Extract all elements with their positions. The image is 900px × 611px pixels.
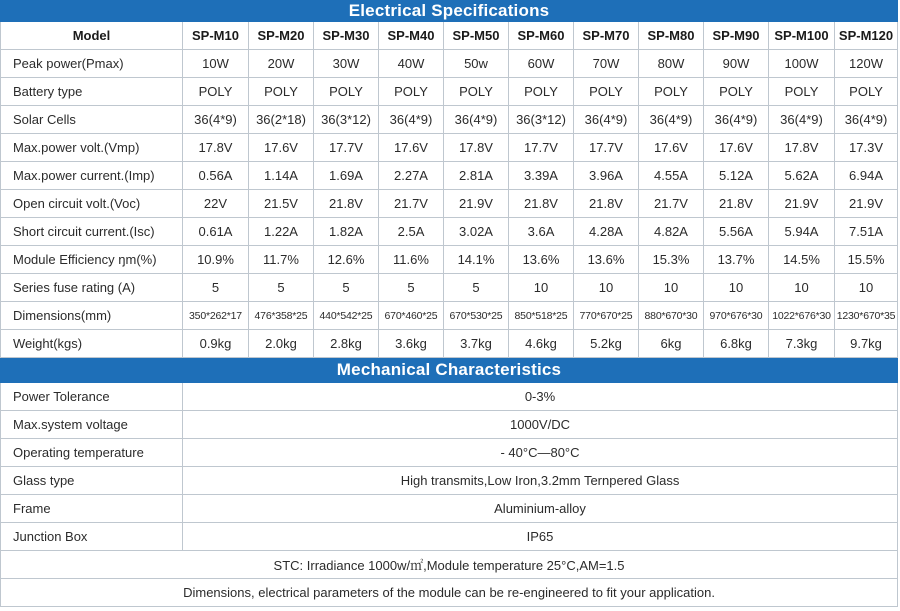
mechanical-row-label: Operating temperature [1,439,183,467]
electrical-cell: POLY [314,78,379,106]
electrical-cell: POLY [444,78,509,106]
electrical-cell: 13.6% [509,246,574,274]
electrical-cell: 2.81A [444,162,509,190]
electrical-row [1,50,898,78]
electrical-cell: 5 [444,274,509,302]
electrical-cell: 350*262*17 [183,302,249,330]
electrical-row [1,106,898,134]
electrical-cell: 6kg [639,330,704,358]
electrical-cell: 770*670*25 [574,302,639,330]
electrical-row [1,274,898,302]
electrical-cell: 10 [704,274,769,302]
electrical-cell: 17.8V [444,134,509,162]
electrical-cell: 36(3*12) [509,106,574,134]
electrical-cell: 21.5V [249,190,314,218]
mechanical-row [1,495,898,523]
electrical-cell: 50w [444,50,509,78]
electrical-cell: 850*518*25 [509,302,574,330]
electrical-cell: 14.1% [444,246,509,274]
electrical-cell: 22V [183,190,249,218]
electrical-cell: 36(4*9) [444,106,509,134]
electrical-cell: 880*670*30 [639,302,704,330]
model-header-cell: SP-M70 [574,22,639,50]
electrical-cell: 100W [769,50,835,78]
electrical-row-label: Peak power(Pmax) [1,50,183,78]
electrical-cell: 2.8kg [314,330,379,358]
electrical-cell: 17.8V [769,134,835,162]
electrical-cell: 60W [509,50,574,78]
electrical-cell: 21.7V [639,190,704,218]
model-header-cell: SP-M100 [769,22,835,50]
electrical-cell: 5 [183,274,249,302]
electrical-cell: 670*530*25 [444,302,509,330]
electrical-cell: 7.51A [835,218,898,246]
electrical-row-label: Battery type [1,78,183,106]
electrical-cell: 0.61A [183,218,249,246]
mechanical-characteristics-title: Mechanical Characteristics [1,358,898,383]
electrical-cell: POLY [574,78,639,106]
electrical-cell: 3.96A [574,162,639,190]
electrical-cell: 36(4*9) [835,106,898,134]
electrical-cell: 17.7V [509,134,574,162]
electrical-row-label: Dimensions(mm) [1,302,183,330]
electrical-cell: 40W [379,50,444,78]
electrical-cell: POLY [835,78,898,106]
electrical-cell: 476*358*25 [249,302,314,330]
mechanical-row-value: 0-3% [183,383,898,411]
electrical-cell: 10 [769,274,835,302]
electrical-cell: 1.82A [314,218,379,246]
electrical-cell: 21.7V [379,190,444,218]
dimensions-note: Dimensions, electrical parameters of the module can be re-engineered to fit your application. [1,579,898,607]
electrical-cell: 0.56A [183,162,249,190]
model-header-cell: SP-M40 [379,22,444,50]
model-header-cell: SP-M30 [314,22,379,50]
electrical-cell: 7.3kg [769,330,835,358]
electrical-cell: 17.6V [704,134,769,162]
electrical-cell: 36(4*9) [704,106,769,134]
electrical-row [1,246,898,274]
electrical-cell: POLY [379,78,444,106]
model-header-row [1,22,898,50]
electrical-cell: 21.8V [509,190,574,218]
electrical-row-label: Series fuse rating (A) [1,274,183,302]
electrical-cell: 5.94A [769,218,835,246]
electrical-cell: 15.5% [835,246,898,274]
electrical-cell: 70W [574,50,639,78]
electrical-cell: 6.94A [835,162,898,190]
electrical-row [1,218,898,246]
electrical-cell: 80W [639,50,704,78]
electrical-cell: 5 [314,274,379,302]
electrical-cell: 1.69A [314,162,379,190]
electrical-cell: 13.7% [704,246,769,274]
electrical-cell: 10 [835,274,898,302]
mechanical-row-label: Max.system voltage [1,411,183,439]
electrical-cell: 36(4*9) [769,106,835,134]
electrical-cell: 17.8V [183,134,249,162]
model-header-cell: SP-M50 [444,22,509,50]
electrical-cell: 10 [509,274,574,302]
model-header-cell: SP-M80 [639,22,704,50]
electrical-row [1,78,898,106]
electrical-specifications-title: Electrical Specifications [1,1,898,22]
electrical-cell: POLY [183,78,249,106]
electrical-cell: 5.12A [704,162,769,190]
electrical-cell: 440*542*25 [314,302,379,330]
mechanical-row-label: Glass type [1,467,183,495]
mechanical-row-value: 1000V/DC [183,411,898,439]
electrical-cell: 10 [639,274,704,302]
electrical-cell: 17.7V [314,134,379,162]
mechanical-row-label: Junction Box [1,523,183,551]
electrical-cell: 11.6% [379,246,444,274]
electrical-cell: 21.8V [574,190,639,218]
electrical-cell: 120W [835,50,898,78]
electrical-cell: 2.27A [379,162,444,190]
electrical-row-label: Max.power volt.(Vmp) [1,134,183,162]
electrical-cell: 21.9V [835,190,898,218]
electrical-row [1,302,898,330]
electrical-cell: POLY [249,78,314,106]
model-header-cell: SP-M90 [704,22,769,50]
electrical-row-label: Weight(kgs) [1,330,183,358]
electrical-row [1,162,898,190]
electrical-row [1,190,898,218]
model-header-cell: SP-M10 [183,22,249,50]
electrical-cell: 12.6% [314,246,379,274]
electrical-cell: 9.7kg [835,330,898,358]
electrical-cell: 5 [249,274,314,302]
mechanical-row [1,383,898,411]
electrical-row [1,134,898,162]
electrical-cell: 17.7V [574,134,639,162]
electrical-cell: 36(4*9) [574,106,639,134]
electrical-cell: 5.2kg [574,330,639,358]
electrical-cell: 670*460*25 [379,302,444,330]
electrical-row-label: Max.power current.(Imp) [1,162,183,190]
electrical-cell: 36(4*9) [379,106,444,134]
electrical-cell: 14.5% [769,246,835,274]
mechanical-row [1,467,898,495]
electrical-cell: 4.6kg [509,330,574,358]
mechanical-row-label: Frame [1,495,183,523]
electrical-cell: 10 [574,274,639,302]
electrical-cell: 90W [704,50,769,78]
model-header-cell: SP-M60 [509,22,574,50]
mechanical-row-value: High transmits,Low Iron,3.2mm Ternpered Glass [183,467,898,495]
electrical-row-label: Solar Cells [1,106,183,134]
electrical-cell: 36(4*9) [639,106,704,134]
electrical-cell: 3.39A [509,162,574,190]
electrical-cell: POLY [639,78,704,106]
electrical-cell: 21.8V [704,190,769,218]
electrical-cell: 17.6V [249,134,314,162]
electrical-cell: 30W [314,50,379,78]
mechanical-row-value: - 40°C—80°C [183,439,898,467]
electrical-cell: 1.22A [249,218,314,246]
model-header-cell: SP-M20 [249,22,314,50]
electrical-row-label: Open circuit volt.(Voc) [1,190,183,218]
mechanical-row [1,439,898,467]
electrical-cell: 4.82A [639,218,704,246]
electrical-cell: POLY [509,78,574,106]
electrical-cell: 1.14A [249,162,314,190]
electrical-row-label: Short circuit current.(Isc) [1,218,183,246]
mechanical-row-value: IP65 [183,523,898,551]
electrical-cell: POLY [704,78,769,106]
electrical-cell: POLY [769,78,835,106]
electrical-cell: 3.02A [444,218,509,246]
electrical-cell: 10.9% [183,246,249,274]
electrical-cell: 21.9V [444,190,509,218]
electrical-cell: 17.6V [379,134,444,162]
electrical-cell: 2.0kg [249,330,314,358]
mechanical-row [1,411,898,439]
electrical-cell: 2.5A [379,218,444,246]
electrical-cell: 0.9kg [183,330,249,358]
electrical-cell: 20W [249,50,314,78]
electrical-cell: 1230*670*35 [835,302,898,330]
electrical-cell: 36(2*18) [249,106,314,134]
electrical-cell: 4.28A [574,218,639,246]
electrical-cell: 1022*676*30 [769,302,835,330]
electrical-cell: 5.62A [769,162,835,190]
electrical-cell: 3.6kg [379,330,444,358]
electrical-cell: 17.6V [639,134,704,162]
stc-note: STC: Irradiance 1000w/㎡,Module temperature 25°C,AM=1.5 [1,551,898,579]
electrical-cell: 6.8kg [704,330,769,358]
electrical-cell: 36(4*9) [183,106,249,134]
electrical-cell: 11.7% [249,246,314,274]
mechanical-row-value: Aluminium-alloy [183,495,898,523]
electrical-cell: 17.3V [835,134,898,162]
electrical-cell: 15.3% [639,246,704,274]
electrical-row [1,330,898,358]
electrical-cell: 13.6% [574,246,639,274]
electrical-cell: 21.8V [314,190,379,218]
electrical-row-label: Module Efficiency ŋm(%) [1,246,183,274]
electrical-cell: 10W [183,50,249,78]
electrical-cell: 21.9V [769,190,835,218]
electrical-cell: 4.55A [639,162,704,190]
mechanical-row-label: Power Tolerance [1,383,183,411]
model-header-cell: SP-M120 [835,22,898,50]
electrical-cell: 36(3*12) [314,106,379,134]
electrical-cell: 5.56A [704,218,769,246]
electrical-cell: 5 [379,274,444,302]
electrical-cell: 970*676*30 [704,302,769,330]
electrical-cell: 3.6A [509,218,574,246]
electrical-cell: 3.7kg [444,330,509,358]
model-label: Model [1,22,183,50]
mechanical-row [1,523,898,551]
